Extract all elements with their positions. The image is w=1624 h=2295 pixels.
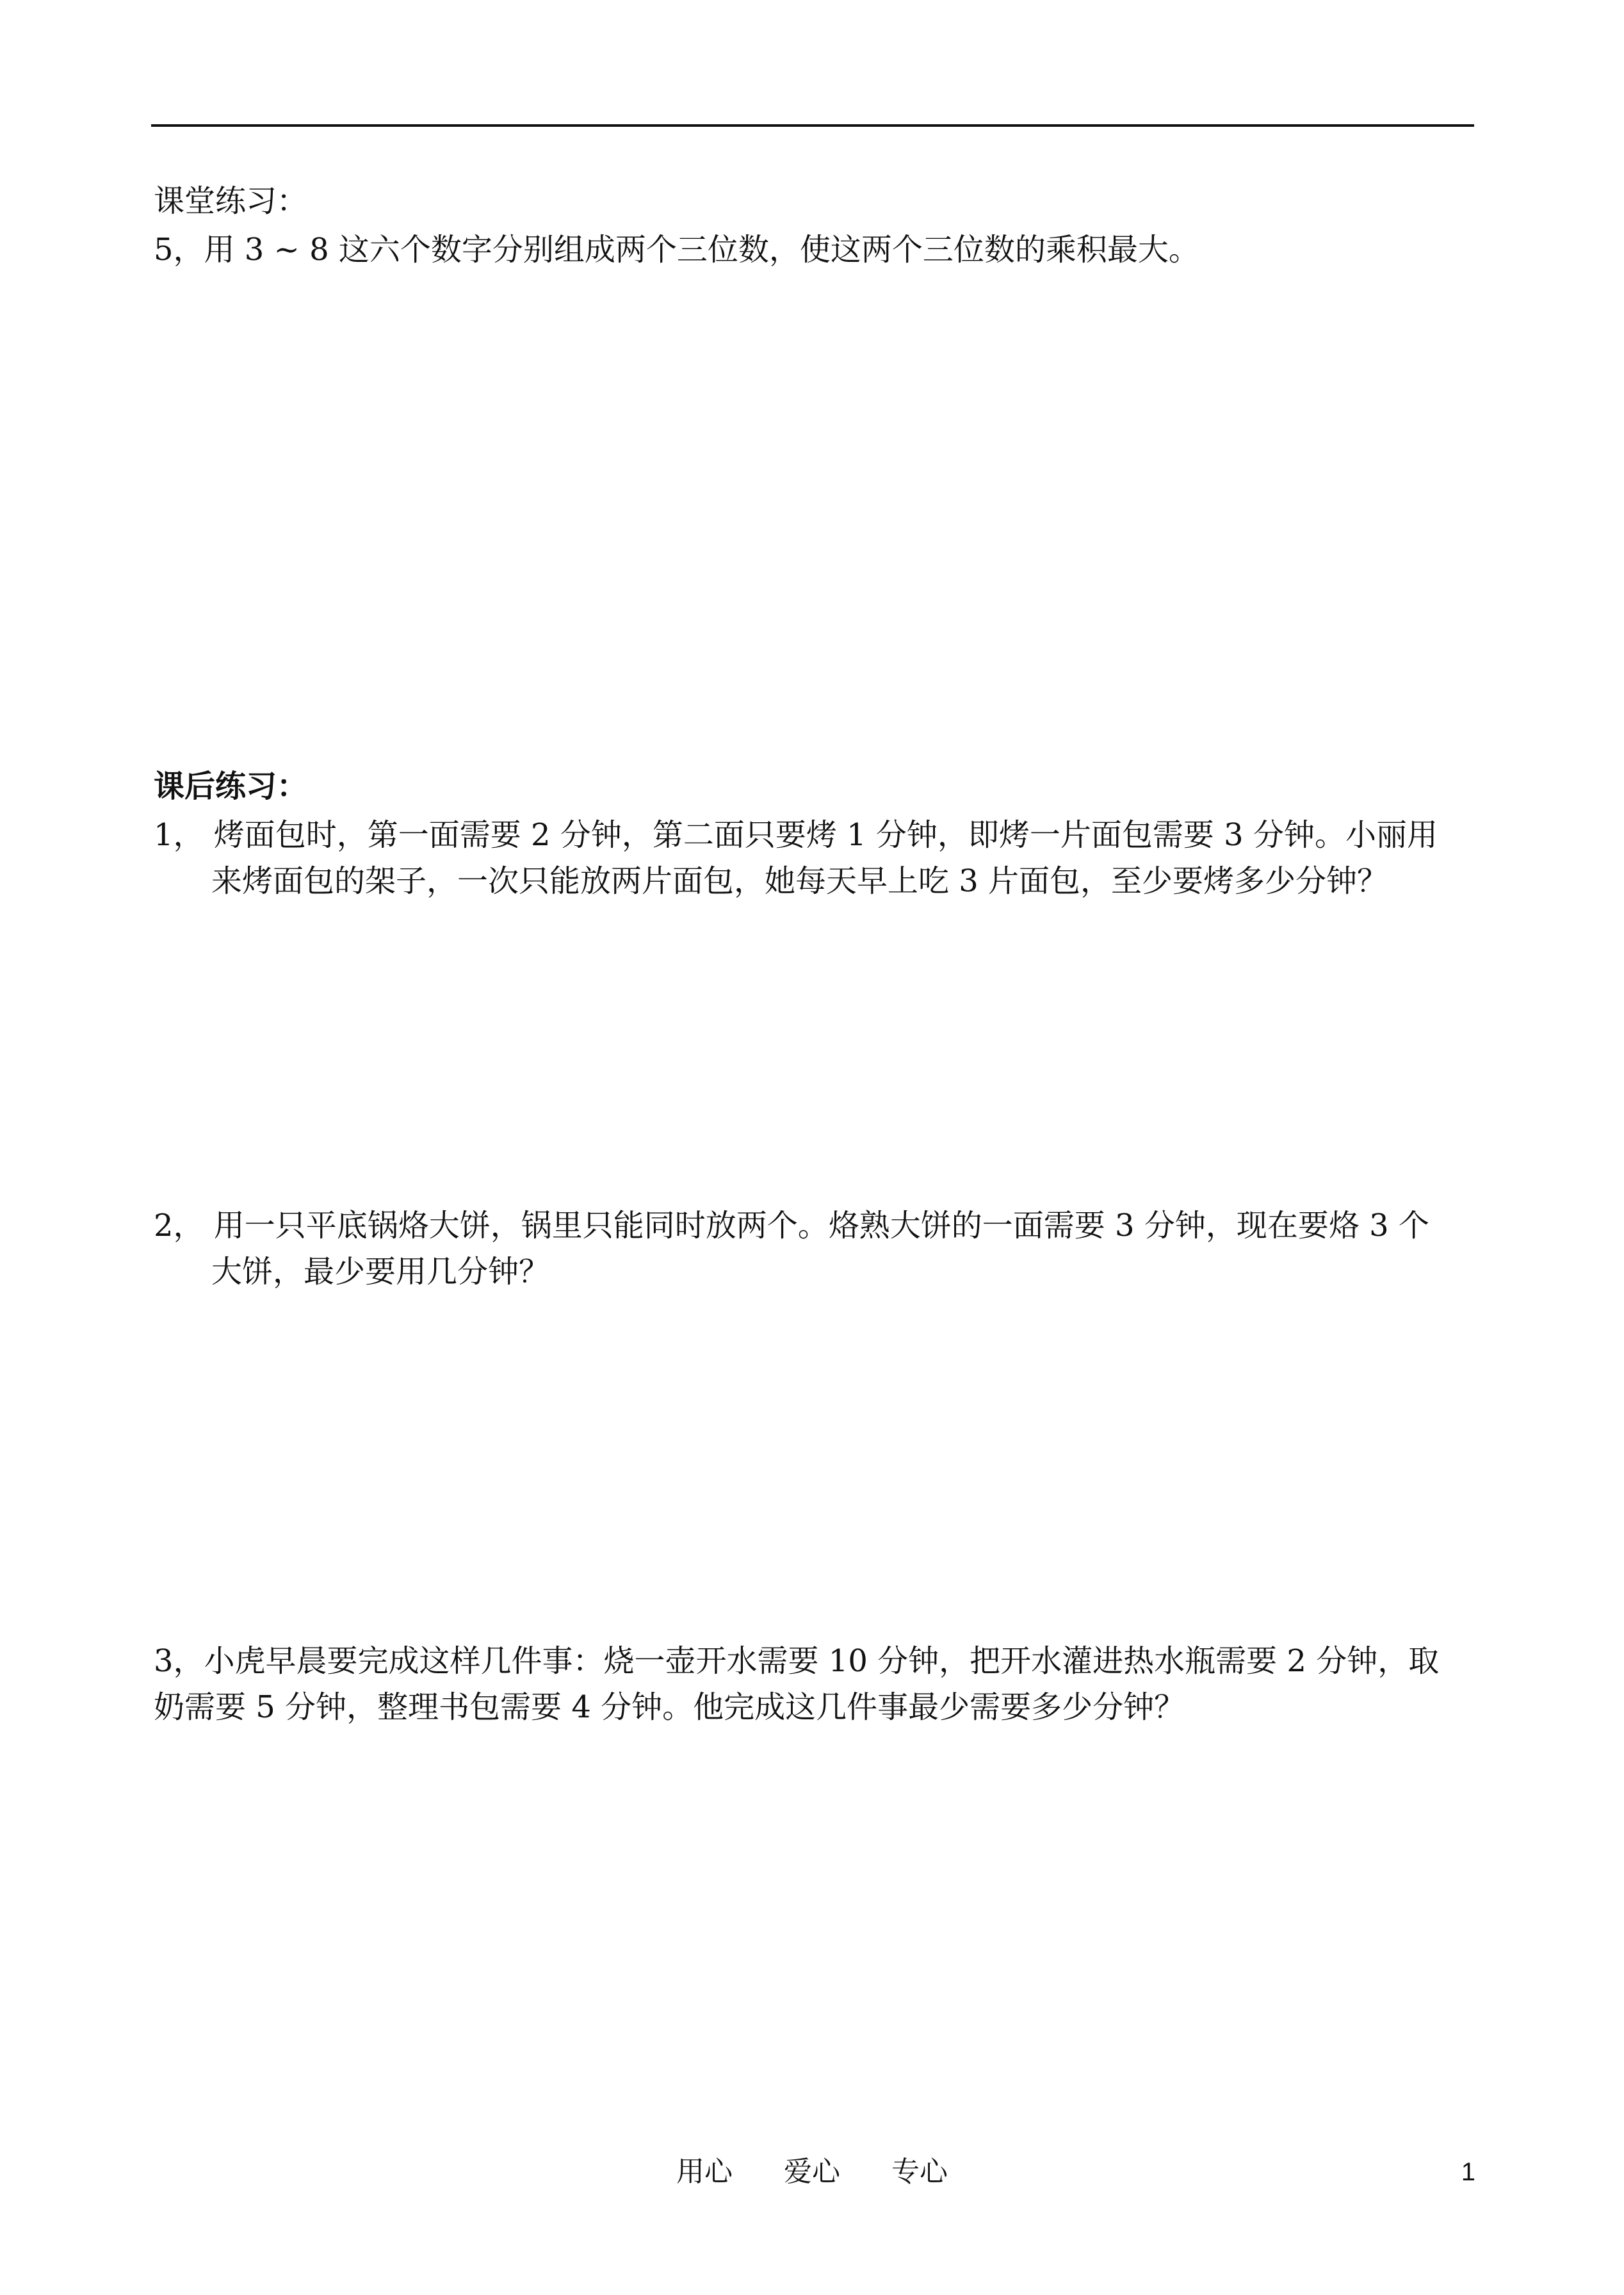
- homework-question-3-line-2: 奶需要 5 分钟，整理书包需要 4 分钟。他完成这几件事最少需要多少分钟？: [154, 1689, 1185, 1725]
- homework-question-2-line-1: 2， 用一只平底锅烙大饼，锅里只能同时放两个。烙熟大饼的一面需要 3 分钟，现在要烙 3 个: [154, 1208, 1429, 1244]
- homework-question-3-line-1: 3，小虎早晨要完成这样几件事：烧一壶开水需要 10 分钟，把开水灌进热水瓶需要 2 分钟，取: [154, 1643, 1440, 1679]
- footer-motto: [0, 2153, 1624, 2191]
- header-rule: [151, 124, 1474, 127]
- classwork-question-5: 5，用 3 ~ 8 这六个数字分别组成两个三位数，使这两个三位数的乘积最大。: [154, 232, 1199, 268]
- homework-question-2-line-2: 大饼，最少要用几分钟？: [211, 1254, 550, 1290]
- homework-heading: 课后练习：: [154, 768, 308, 804]
- classwork-heading: 课堂练习：: [154, 183, 308, 219]
- page-number: 1: [1461, 2158, 1475, 2186]
- homework-question-1-line-1: 1， 烤面包时，第一面需要 2 分钟，第二面只要烤 1 分钟，即烤一片面包需要 3 分钟。小丽用: [154, 817, 1438, 853]
- homework-question-1-line-2: 来烤面包的架子，一次只能放两片面包，她每天早上吃 3 片面包，至少要烤多少分钟？: [211, 863, 1388, 899]
- footer-word-3: 专心: [891, 2155, 948, 2188]
- footer-word-2: 爱心: [784, 2155, 840, 2188]
- footer-word-1: 用心: [676, 2155, 733, 2188]
